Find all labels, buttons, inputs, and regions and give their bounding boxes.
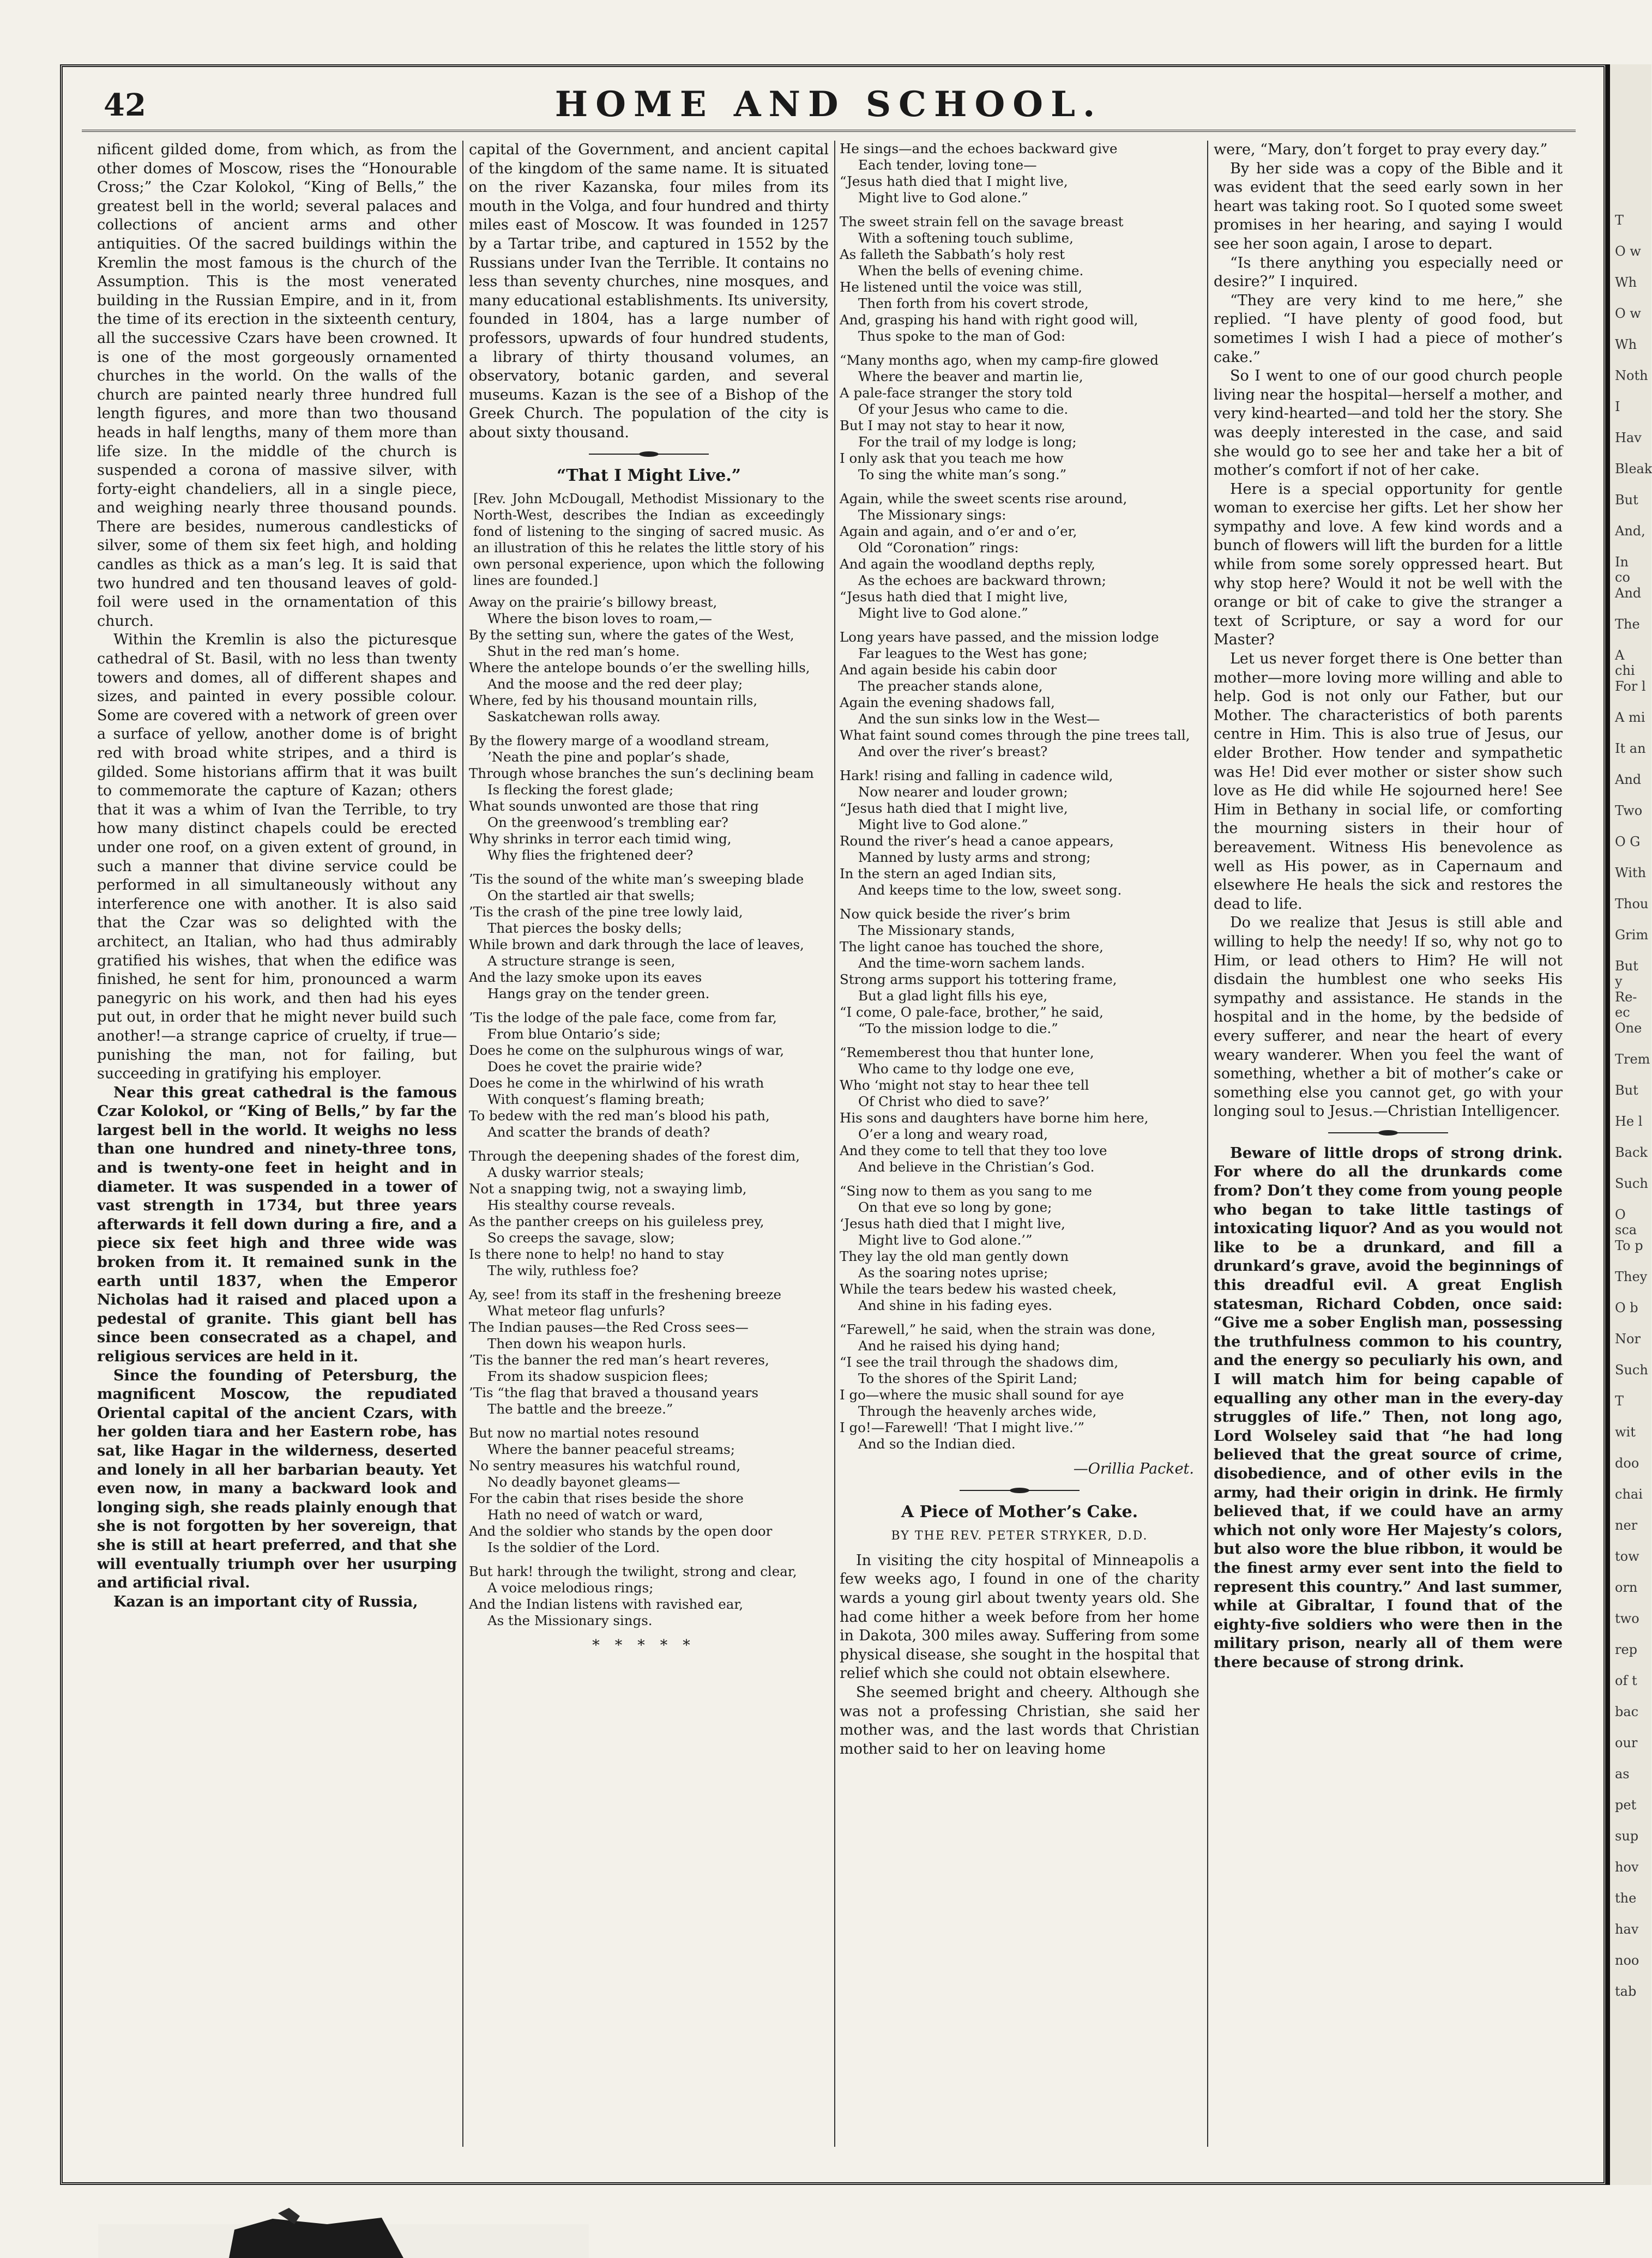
adjacent-page-word: O G xyxy=(1615,834,1641,849)
poem-line: But I may not stay to hear it now, xyxy=(840,418,1065,433)
adjacent-page-word: noo xyxy=(1615,1953,1639,1968)
adjacent-page-word: Bleak xyxy=(1615,461,1652,476)
column-2 xyxy=(469,141,829,2158)
poem-line: With a softening touch sublime, xyxy=(858,230,1074,246)
poem-line: Old “Coronation” rings: xyxy=(858,540,1019,556)
adjacent-page-word: He l xyxy=(1615,1114,1643,1129)
poem-line: ’Tis the banner the red man’s heart reveres, xyxy=(469,1352,769,1368)
poem-line: Far leagues to the West has gone; xyxy=(858,645,1088,661)
paragraph: nificent gilded dome, from which, as from the other domes of Moscow, rises the “Honourable Cross;” the Czar Kolokol, “King of Bells,” the greatest bell in the world; several palaces and collections of ancient arms and other antiquities. Of the sacred buildings within the Kremlin the most famous is the church of the Assumption. This is the most venerated building in the Russian Empire, and in it, from the time of its erection in the sixteenth century, all the successive Czars have been crowned. It is one of the most gorgeously ornamented churches in the world. On the walls of the church are painted nearly three hundred full length figures, and more than two thousand heads in half lengths, many of them more than life size. In the middle of the church is suspended a corona of massive silver, with forty-eight chandeliers, all in a single piece, and weighing nearly three thousand pounds. There are besides, numerous candlesticks of silver, some of them six feet high, and holding candles as thick as a man’s leg. It is said that two hundred and ten thousand leaves of gold-foil were used in the ornamentation of this church. xyxy=(97,141,457,630)
adjacent-page-word: Trem xyxy=(1615,1052,1650,1067)
adjacent-page-word: To p xyxy=(1615,1238,1643,1253)
column-rule xyxy=(462,141,463,2147)
adjacent-page-word: Such xyxy=(1615,1176,1648,1191)
poem-line: To sing the white man’s song.” xyxy=(858,467,1067,482)
adjacent-page-word: orn xyxy=(1615,1580,1638,1595)
stanza xyxy=(840,1183,1199,1314)
stanza xyxy=(840,906,1199,1037)
poem-line: And again beside his cabin door xyxy=(840,662,1057,678)
poem-line: “Jesus hath died that I might live, xyxy=(840,173,1068,189)
poem-line: Manned by lusty arms and strong; xyxy=(858,849,1091,865)
paragraph: Here is a special opportunity for gentle woman to exercise her gifts. Let her show her sympathy and love. A few kind words and a bunch of flowers will lift the burden for a little while from some sorely oppressed heart. But why stop here? Would it not be well with the orange or bit of cake to give the stranger a text of Scripture, or say a word for our Master? xyxy=(1214,480,1563,649)
adjacent-page-word: O b xyxy=(1615,1300,1638,1315)
poem-line: The light canoe has touched the shore, xyxy=(840,939,1104,955)
poem-line: And believe in the Christian’s God. xyxy=(858,1159,1095,1175)
stanza xyxy=(469,1287,829,1417)
poem-line: So creeps the savage, slow; xyxy=(487,1230,675,1246)
poem-line: They lay the old man gently down xyxy=(840,1248,1069,1264)
poem-line: And over the river’s breast? xyxy=(858,744,1048,759)
poem-line: And the sun sinks low in the West— xyxy=(858,711,1100,727)
poem-line: Where, fed by his thousand mountain rills, xyxy=(469,692,758,709)
poem-line: On that eve so long by gone; xyxy=(858,1199,1052,1215)
stanza xyxy=(469,1010,829,1140)
page-number: 42 xyxy=(104,87,146,123)
adjacent-page-word: O sca xyxy=(1615,1207,1637,1237)
stanza xyxy=(840,1045,1199,1175)
poem-line: Through whose branches the sun’s declining beam xyxy=(469,765,814,782)
poem-line: Again and again, and o’er and o’er, xyxy=(840,523,1077,539)
adjacent-page-word: O w xyxy=(1615,306,1641,321)
stanza xyxy=(840,141,1199,206)
poem-line: Now quick beside the river’s brim xyxy=(840,906,1071,922)
poem-line: And so the Indian died. xyxy=(858,1436,1016,1452)
adjacent-page-word: Wh xyxy=(1615,337,1637,352)
poem-line: The preacher stands alone, xyxy=(858,678,1043,694)
poem-line: ’Neath the pine and poplar’s shade, xyxy=(487,749,730,765)
poem-line: By the flowery marge of a woodland stream, xyxy=(469,733,770,749)
adjacent-page-word: Wh xyxy=(1615,275,1637,290)
poem-line: ’Tis the lodge of the pale face, come from far, xyxy=(469,1010,777,1026)
poem-line: “Farewell,” he said, when the strain was done, xyxy=(840,1321,1156,1337)
stanza xyxy=(469,1148,829,1279)
page-header xyxy=(82,81,1576,132)
poem-line: Is there none to help! no hand to stay xyxy=(469,1246,724,1263)
poem-line: His stealthy course reveals. xyxy=(487,1197,676,1213)
paragraph: Since the founding of Petersburg, the magnificent Moscow, the repudiated Oriental capital of the ancient Czars, with her golden tiara and her Eastern robe, has sat, like Hagar in the wilderness, deserted and lonely in all her barbarian beauty. Yet even now, in many a backward look and longing sigh, she reads plainly enough that she is not forgotten by her sovereign, that she is still at heart preferred, and that she will eventually triumph over her usurping and artificial rival. xyxy=(97,1367,457,1592)
adjacent-page-word: They xyxy=(1615,1269,1648,1284)
column-1 xyxy=(97,141,457,2158)
adjacent-page-word: But xyxy=(1615,1083,1638,1098)
poem-line: Does he covet the prairie wide? xyxy=(487,1059,702,1075)
adjacent-page-word: the xyxy=(1615,1891,1637,1906)
adjacent-page-word: doo xyxy=(1615,1456,1639,1471)
ornamental-divider xyxy=(960,1488,1080,1493)
poem-line: Not a snapping twig, not a swaying limb, xyxy=(469,1181,747,1197)
poem-line: Might live to God alone.’” xyxy=(858,1232,1033,1248)
adjacent-page-word: tab xyxy=(1615,1984,1637,1999)
poem-line: Where the antelope bounds o’er the swelling hills, xyxy=(469,660,810,676)
story-title: A Piece of Mother’s Cake. xyxy=(901,1502,1138,1522)
poem-line: Might live to God alone.” xyxy=(858,817,1028,832)
poem-line: And, grasping his hand with right good will, xyxy=(840,312,1138,328)
poem-line: Is flecking the forest glade; xyxy=(487,782,674,798)
adjacent-page-word: And, xyxy=(1615,523,1645,539)
adjacent-page-word: T xyxy=(1615,1393,1624,1409)
adjacent-page-word: Two xyxy=(1615,803,1643,818)
poem-line: The Indian pauses—the Red Cross sees— xyxy=(469,1319,749,1336)
ornamental-divider xyxy=(1328,1130,1448,1136)
column-rule xyxy=(1207,141,1208,2147)
poem-line: From its shadow suspicion flees; xyxy=(487,1368,709,1385)
poem-line: Does he come in the whirlwind of his wrath xyxy=(469,1075,764,1091)
poem-line: Does he come on the sulphurous wings of war, xyxy=(469,1042,785,1059)
paragraph: Near this great cathedral is the famous Czar Kolokol, or “King of Bells,” by far the largest bell in the world. It weighs no less than one hundred and ninety-three tons, and is twenty-one feet in height and in diameter. It was suspended in a tower of vast strength in 1734, but three years afterwards it fell down during a fire, and a piece six feet high and three wide was broken from it. It remained sunk in the earth until 1837, when the Emperor Nicholas had it raised and placed upon a pedestal of granite. This giant bell has since been consecrated as a chapel, and religious services are held in it. xyxy=(97,1084,457,1365)
adjacent-page-word: ner xyxy=(1615,1518,1638,1533)
adjacent-page-word: Grim xyxy=(1615,927,1649,943)
poem-line: Through the heavenly arches wide, xyxy=(858,1403,1097,1419)
column-rule xyxy=(834,141,835,2147)
adjacent-page-word: But y xyxy=(1615,958,1638,989)
poem-line: Again, while the sweet scents rise around, xyxy=(840,491,1128,506)
stanza xyxy=(840,214,1199,345)
poem-line: He listened until the voice was still, xyxy=(840,279,1082,295)
stanza xyxy=(840,352,1199,483)
stanza xyxy=(840,768,1199,898)
stanza xyxy=(469,1425,829,1556)
adjacent-page-word: The xyxy=(1615,617,1640,632)
poem-line: Hark! rising and falling in cadence wild, xyxy=(840,768,1113,783)
poem-line: But a glad light fills his eye, xyxy=(858,988,1048,1004)
poem-line: Now nearer and louder grown; xyxy=(858,784,1068,800)
poem-line: Long years have passed, and the mission lodge xyxy=(840,629,1159,645)
poem-line: Away on the prairie’s billowy breast, xyxy=(469,594,718,611)
asterisk-break: ***** xyxy=(592,1637,706,1655)
adjacent-page-word: Thou xyxy=(1615,896,1649,911)
adjacent-page-word: of t xyxy=(1615,1673,1637,1688)
poem-line: “Rememberest thou that hunter lone, xyxy=(840,1045,1094,1060)
poem-line: Strong arms support his tottering frame, xyxy=(840,971,1117,987)
adjacent-page-word: But xyxy=(1615,492,1638,508)
ornamental-divider xyxy=(589,451,709,457)
poem-line: For the cabin that rises beside the shore xyxy=(469,1490,744,1507)
poem-line: A voice melodious rings; xyxy=(487,1580,654,1596)
poem-line: A structure strange is seen, xyxy=(487,953,676,969)
poem-line: Of Christ who died to save?’ xyxy=(858,1094,1050,1109)
poem-line: “I see the trail through the shadows dim, xyxy=(840,1354,1119,1370)
poem-line: For the trail of my lodge is long; xyxy=(858,434,1077,450)
poem-line: In the stern an aged Indian sits, xyxy=(840,866,1057,882)
poem-line: The Missionary sings: xyxy=(858,507,1006,523)
poem-line: As the soaring notes uprise; xyxy=(858,1265,1048,1281)
poem-line: “To the mission lodge to die.” xyxy=(858,1021,1058,1036)
adjacent-page-word: as xyxy=(1615,1766,1630,1782)
adjacent-page-word: Nor xyxy=(1615,1331,1641,1347)
adjacent-page-word: For l xyxy=(1615,679,1646,694)
adjacent-page-word: It an xyxy=(1615,741,1646,756)
poem-line: ’Tis “the flag that braved a thousand years xyxy=(469,1385,759,1401)
adjacent-page-word: Such xyxy=(1615,1362,1648,1378)
paragraph: “They are very kind to me here,” she replied. “I have plenty of good food, but sometimes I wish I had a piece of mother’s cake.” xyxy=(1214,292,1563,366)
poem-line: Where the beaver and martin lie, xyxy=(858,369,1083,384)
adjacent-page-word: And xyxy=(1615,772,1642,787)
poem-line: By the setting sun, where the gates of the West, xyxy=(469,627,794,643)
poem-line: What meteor flag unfurls? xyxy=(487,1303,665,1319)
masthead-title: HOME AND SCHOOL. xyxy=(554,84,1103,125)
temperance-paragraph: Beware of little drops of strong drink. For where do all the drunkards come from? Don’t they come from young people who began to take little tastings of intoxicating liquor? And as you would not like to be a drunkard, and fill a drunkard’s grave, avoid the beginnings of this dreadful evil. A great English statesman, Richard Cobden, once said: “Give me a sober English man, possessing the truthfulness common to his country, and the energy so peculiarly his own, and I will match him for being capable of equalling any other man in the every-day struggles of life.” Then, not long ago, Lord Wolseley said that “he had long believed that the great source of crime, disobedience, and of other evils in the army, had their origin in drink. He firmly believed that, if we could have an army which not only wore Her Majesty’s colors, but also wore the blue ribbon, it would be the finest army ever sent into the field to represent this country.” And last summer, while at Gibraltar, I found that of the eighty-five soldiers who were then in the military prison, nearly all of them were there because of strong drink. xyxy=(1214,1144,1563,1671)
paragraph: By her side was a copy of the Bible and it was evident that the seed early sown in her heart was taking root. So I quoted some sweet promises in her hearing, and saying I would see her soon again, I arose to depart. xyxy=(1214,160,1563,252)
stanza xyxy=(840,1321,1199,1452)
poem-line: Might live to God alone.” xyxy=(858,190,1028,206)
poem-line: I go—where the music shall sound for aye xyxy=(840,1387,1124,1403)
poem-line: Who came to thy lodge one eve, xyxy=(858,1061,1075,1077)
stanza xyxy=(469,871,829,1002)
poem-line: Through the deepening shades of the forest dim, xyxy=(469,1148,800,1164)
poem-line: Of your Jesus who came to die. xyxy=(858,401,1069,417)
poem-line: “Sing now to them as you sang to me xyxy=(840,1183,1092,1199)
poem-line: To the shores of the Spirit Land; xyxy=(858,1371,1078,1386)
poem-line: And they come to tell that they too love xyxy=(840,1143,1107,1158)
story-byline: BY THE REV. PETER STRYKER, D.D. xyxy=(891,1529,1148,1543)
poem-line: And the soldier who stands by the open door xyxy=(469,1523,773,1539)
poem-line: On the greenwood’s trembling ear? xyxy=(487,814,728,831)
poem-line: He sings—and the echoes backward give xyxy=(840,141,1118,156)
poem-line: While brown and dark through the lace of leaves, xyxy=(469,937,804,953)
poem-line: Who ‘might not stay to hear thee tell xyxy=(840,1077,1089,1093)
poem-line: “I come, O pale-face, brother,” he said, xyxy=(840,1004,1104,1020)
poem-line: No sentry measures his watchful round, xyxy=(469,1458,741,1474)
poem-line: “Jesus hath died that I might live, xyxy=(840,589,1068,605)
adjacent-page-word: wit xyxy=(1615,1424,1636,1440)
adjacent-page-word: our xyxy=(1615,1735,1638,1750)
poem-line: That pierces the bosky dells; xyxy=(487,920,682,937)
poem-line: With conquest’s flaming breath; xyxy=(487,1091,705,1108)
poem-line: Round the river’s head a canoe appears, xyxy=(840,833,1114,849)
adjacent-page-word: two xyxy=(1615,1611,1639,1626)
poem-line: From blue Ontario’s side; xyxy=(487,1026,661,1042)
paragraph: So I went to one of our good church people living near the hospital—herself a mother, and very kind-hearted—and told her the story. She was deeply interested in the case, and said she would go to see her and take her a bit of mother’s comfort if not of her cake. xyxy=(1214,367,1563,479)
poem-line: As the panther creeps on his guileless prey, xyxy=(469,1213,764,1230)
poem-line: Thus spoke to the man of God: xyxy=(858,328,1065,344)
poem-line: I go!—Farewell! ‘That I might live.’” xyxy=(840,1420,1085,1435)
adjacent-page-word: And xyxy=(1615,585,1642,601)
poem-line: What faint sound comes through the pine trees tall, xyxy=(840,727,1190,743)
stanza xyxy=(840,629,1199,760)
paragraph: “Is there anything you especially need or desire?” I inquired. xyxy=(1214,254,1563,291)
poem-line: And keeps time to the low, sweet song. xyxy=(858,882,1122,898)
poem-line: And again the woodland depths reply, xyxy=(840,556,1095,572)
adjacent-page-word: sup xyxy=(1615,1828,1639,1844)
stanza xyxy=(469,733,829,864)
paragraph: In visiting the city hospital of Minneapolis a few weeks ago, I found in one of the charity wards a young girl about twenty years old. She had come hither a week before from her home in Dakota, 300 miles away. Suffering from some physical disease, she sought in the hospital that relief which she could not obtain elsewhere. xyxy=(840,1551,1199,1682)
adjacent-page-word: Noth xyxy=(1615,368,1648,383)
paragraph: Within the Kremlin is also the picturesque cathedral of St. Basil, with no less than twenty towers and domes, all of different shapes and sizes, and painted in every possible colour. Some are covered with a network of green over a surface of yellow, another dome is of bright red with broad white stripes, and a third is gilded. Some historians affirm that it was built to commemorate the capture of Kazan; others that it was a whim of Ivan the Terrible, to try how many distinct chapels could be erected under one roof, on a given extent of ground, in such a manner that divine service could be performed in all simultaneously without any interference one with another. It is also said that the Czar was so delighted with the architect, an Italian, who had thus admirably gratified his wishes, that when the edifice was finished, he sent for him, pronounced a warm panegyric on his work, and then had his eyes put out, in order that he might never build such another!—a strange caprice of cruelty, if true—punishing the man, not for failing, but succeeding in gratifying his employer. xyxy=(97,631,457,1083)
poem-line: A dusky warrior steals; xyxy=(487,1164,644,1181)
poem-line: Is the soldier of the Lord. xyxy=(487,1539,660,1556)
poem-line: Why flies the frightened deer? xyxy=(487,847,694,864)
poem-line: As the Missionary sings. xyxy=(487,1613,653,1629)
poem-line: Saskatchewan rolls away. xyxy=(487,709,661,725)
poem-line: As falleth the Sabbath’s holy rest xyxy=(840,246,1065,262)
poem-line: The sweet strain fell on the savage breast xyxy=(840,214,1124,230)
poem-line: I only ask that you teach me how xyxy=(840,450,1064,466)
poem-line: To bedew with the red man’s blood his path, xyxy=(469,1108,770,1124)
poem-line: The wily, ruthless foe? xyxy=(487,1263,639,1279)
paragraph: Kazan is an important city of Russia, xyxy=(113,1593,418,1610)
adjacent-page-word: T xyxy=(1615,213,1624,228)
adjacent-page-word: Back xyxy=(1615,1145,1648,1160)
poem-line: Might live to God alone.” xyxy=(858,605,1028,621)
poem-line: Why shrinks in terror each timid wing, xyxy=(469,831,732,847)
poem-line: O’er a long and weary road, xyxy=(858,1126,1048,1142)
poem-line: And the Indian listens with ravished ear, xyxy=(469,1596,744,1613)
adjacent-page-word: hov xyxy=(1615,1859,1639,1875)
poem-line: What sounds unwonted are those that ring xyxy=(469,798,759,814)
adjacent-page-word: hav xyxy=(1615,1922,1639,1937)
poem-line: And the moose and the red deer play; xyxy=(487,676,743,692)
stanza xyxy=(840,491,1199,621)
adjacent-page-word: tow xyxy=(1615,1549,1639,1564)
poem-stanzas xyxy=(840,141,1199,1452)
adjacent-page-word: Re-ec xyxy=(1615,989,1637,1020)
paragraph: Do we realize that Jesus is still able and willing to help the needy! If so, why not go to Him, or lead others to Him? He will not disdain the humblest one who seeks His sympathy and assistance. He stands in the hospital and in the home, by the bedside of every sufferer, and near the heart of every weary wanderer. When you feel the want of something, whether a bit of mother’s cake or something else you cannot get, go with your longing soul to Jesus.—Christian Intelligencer. xyxy=(1214,914,1563,1120)
poem-line: ’Tis the sound of the white man’s sweeping blade xyxy=(469,871,804,887)
adjacent-page-word: rep xyxy=(1615,1642,1638,1657)
paragraph: capital of the Government, and ancient capital of the kingdom of the same name. It is situated on the river Kazanska, four miles from its mouth in the Volga, and four hundred and thirty miles east of Moscow. It was founded in 1257 by a Tartar tribe, and captured in 1552 by the Russians under Ivan the Terrible. It contains no less than seventy churches, nine mosques, and many educational establishments. Its university, founded in 1804, has a large number of professors, upwards of four hundred students, a library of thirty thousand volumes, an observatory, botanic garden, and several museums. Kazan is the see of a Bishop of the Greek Church. The population of the city is about sixty thousand. xyxy=(469,141,829,441)
adjacent-page-word: One xyxy=(1615,1021,1642,1036)
poem-line: Then down his weapon hurls. xyxy=(487,1336,686,1352)
poem-line: And scatter the brands of death? xyxy=(487,1124,710,1140)
stanza xyxy=(469,1563,829,1629)
poem-line: Shut in the red man’s home. xyxy=(487,643,680,660)
poem-line: Hath no need of watch or ward, xyxy=(487,1507,703,1523)
poem-title: “That I Might Live.” xyxy=(556,466,741,485)
poem-line: But hark! through the twilight, strong and clear, xyxy=(469,1563,797,1580)
adjacent-page-word: O w xyxy=(1615,244,1641,259)
adjacent-page-word: A chi xyxy=(1615,648,1635,678)
poem-line: “Many months ago, when my camp-fire glowed xyxy=(840,352,1159,368)
adjacent-page-word: pet xyxy=(1615,1797,1637,1813)
poem-line: While the tears bedew his wasted cheek, xyxy=(840,1281,1117,1297)
poem-line: No deadly bayonet gleams— xyxy=(487,1474,680,1490)
poem-line: Hangs gray on the tender green. xyxy=(487,986,710,1002)
poem-line: ’Tis the crash of the pine tree lowly laid, xyxy=(469,904,743,920)
poem-line: The battle and the breeze.” xyxy=(487,1401,673,1417)
poem-line: His sons and daughters have borne him here, xyxy=(840,1110,1149,1126)
poem-line: And he raised his dying hand; xyxy=(858,1338,1060,1354)
adjacent-page-word: I xyxy=(1615,399,1620,414)
poem-line: Ay, see! from its staff in the freshening breeze xyxy=(469,1287,781,1303)
poem-line: Where the banner peaceful streams; xyxy=(487,1441,735,1458)
adjacent-page-word: bac xyxy=(1615,1704,1639,1719)
poem-line: ‘Jesus hath died that I might live, xyxy=(840,1216,1065,1231)
poem-line: A pale-face stranger the story told xyxy=(840,385,1072,401)
adjacent-page-word: A mi xyxy=(1615,710,1645,725)
poem-line: “Jesus hath died that I might live, xyxy=(840,800,1068,816)
poem-line: But now no martial notes resound xyxy=(469,1425,700,1441)
paragraph: were, “Mary, don’t forget to pray every day.” xyxy=(1214,141,1548,158)
paragraph: She seemed bright and cheery. Although she was not a professing Christian, she said her mother was, and the last words that Christian mother said to her on leaving home xyxy=(840,1683,1199,1758)
poem-line: Each tender, loving tone— xyxy=(858,157,1037,173)
poem-line: Then forth from his covert strode, xyxy=(858,295,1089,311)
poem-line: Again the evening shadows fall, xyxy=(840,695,1055,710)
poem-source: —Orillia Packet. xyxy=(1073,1460,1194,1477)
poem-stanzas xyxy=(469,594,829,1629)
column-3 xyxy=(840,141,1199,2158)
paragraph: Let us never forget there is One better than mother—more loving more willing and able to help. God is not only our Father, but our Mother. The characteristics of both parents centre in Him. This is also true of Jesus, our elder Brother. How tender and sympathetic was He! Did ever mother or sister show such love as He did while He sojourned here! See Him in Bethany in social life, or comforting the mourning sisters in their hour of bereavement. Witness His benevolence as well as His power, as in Capernaum and elsewhere He heals the sick and restores the dead to life. xyxy=(1214,650,1563,913)
poem-line: As the echoes are backward thrown; xyxy=(858,572,1106,588)
scan-artifact xyxy=(98,2191,589,2258)
column-4 xyxy=(1214,141,1563,2158)
poem-line: When the bells of evening chime. xyxy=(858,263,1084,279)
stanza xyxy=(469,594,829,725)
poem-line: The Missionary stands, xyxy=(858,922,1015,938)
poem-line: On the startled air that swells; xyxy=(487,887,695,904)
poem-line: And shine in his fading eyes. xyxy=(858,1297,1053,1313)
poem-line: And the time-worn sachem lands. xyxy=(858,955,1086,971)
poem-intro: [Rev. John McDougall, Methodist Missionary to the North-West, describes the Indian as exceedingly fond of listening to the singing of sacred music. As an illustration of this he relates the little story of his own personal experience, upon which the following lines are founded.] xyxy=(473,491,824,589)
poem-line: And the lazy smoke upon its eaves xyxy=(469,969,702,986)
poem-line: Where the bison loves to roam,— xyxy=(487,611,713,627)
adjacent-page-word: With xyxy=(1615,865,1647,880)
adjacent-page-word: In co xyxy=(1615,554,1630,585)
adjacent-page-word: chai xyxy=(1615,1487,1643,1502)
adjacent-page-word: Hav xyxy=(1615,430,1642,445)
